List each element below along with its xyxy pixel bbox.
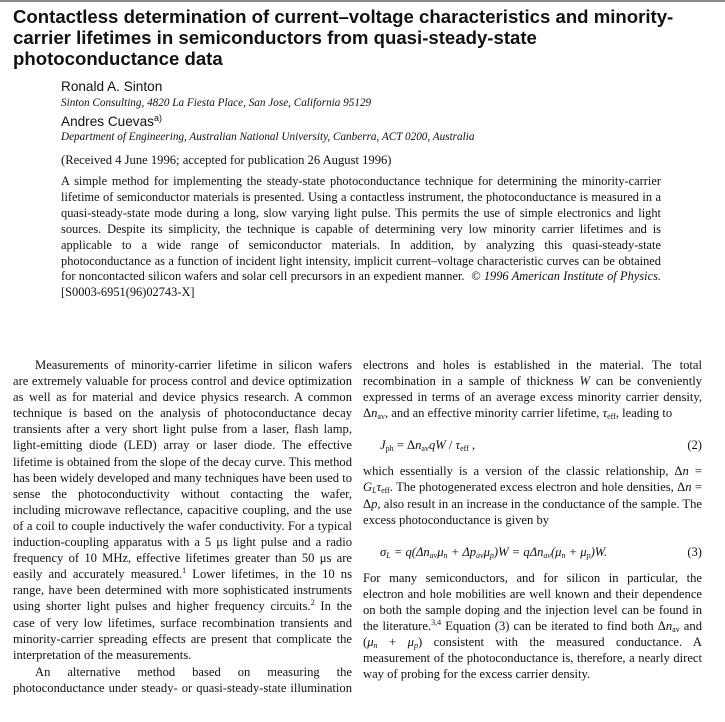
math-symbol: G bbox=[363, 480, 373, 495]
equation-2-body bbox=[380, 437, 475, 453]
equation-2 bbox=[363, 437, 702, 453]
math-symbol: W bbox=[435, 438, 446, 453]
author-affiliation-1: Sinton Consulting, 4820 La Fiesta Place, San Jose, California 95129 bbox=[61, 97, 372, 109]
copyright-notice: © 1996 American Institute of Physics. bbox=[471, 269, 662, 284]
math-symbol: τ bbox=[376, 480, 382, 495]
abstract-text: A simple method for implementing the steady-state photoconductance technique for determining the minority-carrier lifetime of semiconductor materials is presented. Using a contactless instrument, the photoconductance is measured in a quasi-steady-state mode during a long, slow varying light pulse. This permits the use of simple electronics and light sources. Despite its simplicity, the technique is capable of determining very low minority carrier lifetimes and is applicable to a wide range of semiconductor materials. In addition, by analyzing this quasi-steady-state photoconductance as a function of incident light intensity, implicit current–voltage characteristic curves can be obtained for noncontacted silicon wafers and solar cell precursors in an expedient manner. bbox=[61, 174, 661, 284]
reference-1-link[interactable]: 1 bbox=[182, 566, 187, 576]
body-paragraph-relationship bbox=[363, 463, 702, 527]
math-symbol: q bbox=[428, 438, 436, 453]
math-subscript: p bbox=[413, 641, 418, 651]
paragraph-text: electrons and holes is established in the material. The total recombination in a sample of thickness bbox=[363, 358, 702, 389]
received-dates: (Received 4 June 1996; accepted for publication 26 August 1996) bbox=[61, 153, 392, 167]
equation-2-number: (2) bbox=[687, 438, 702, 453]
title-line-2: carrier lifetimes in semiconductors from quasi-steady-state bbox=[13, 27, 537, 48]
body-paragraph-1 bbox=[13, 357, 352, 663]
doi-identifier[interactable]: [S0003-6951(96)02743-X] bbox=[61, 285, 195, 300]
math-symbol: μ bbox=[407, 635, 414, 650]
paper-title bbox=[13, 6, 713, 69]
title-line-1: Contactless determination of current–voltage characteristics and minority- bbox=[13, 6, 674, 27]
paragraph-text: An alternative method based on measuring the photoconductance under steady- or quasi-steady-state illumination bbox=[13, 664, 352, 695]
math-symbol: J bbox=[380, 438, 386, 453]
reference-2-link[interactable]: 2 bbox=[310, 598, 315, 608]
paragraph-text: ) consistent with the measured conductance. A measurement of the photoconductance is, therefore, a nearly direct way of probing for the excess carrier density. bbox=[363, 635, 702, 682]
author-footnote-marker[interactable]: a) bbox=[153, 113, 162, 123]
math-subscript: eff bbox=[381, 486, 390, 496]
reference-3-4-link[interactable]: 3,4 bbox=[431, 618, 442, 628]
math-symbol: p bbox=[371, 496, 378, 511]
paragraph-text: In the case of very low lifetimes, surface recombination transients and minority-carrier spreading effects are present that complicate the interpretation of the measurements. bbox=[13, 599, 352, 662]
paragraph-text: , leading to bbox=[615, 406, 673, 421]
paragraph-text: Equation (3) can be iterated to find both Δ bbox=[441, 619, 666, 634]
author-affiliation-2: Department of Engineering, Australian National University, Canberra, ACT 0200, Australia bbox=[61, 131, 475, 143]
body-paragraph-mobilities bbox=[363, 570, 702, 683]
math-subscript: av bbox=[672, 625, 680, 635]
body-column-right bbox=[363, 357, 702, 682]
math-symbol: τ bbox=[455, 438, 461, 453]
equation-3-number: (3) bbox=[687, 544, 702, 559]
math-operator: + bbox=[377, 635, 408, 650]
math-symbol: n bbox=[682, 464, 689, 479]
author-name-2 bbox=[61, 114, 162, 130]
paragraph-text: Lower lifetimes, in the 10 ns range, have been determined with more sophisticated instruments using shorter light pulses and higher frequency circuits. bbox=[13, 567, 352, 614]
paragraph-text: can be conveniently expressed in terms of an average excess minority carrier density, Δ bbox=[363, 374, 702, 421]
math-subscript: ph bbox=[385, 444, 394, 454]
math-subscript: L bbox=[372, 486, 377, 496]
paragraph-text: . The photogenerated excess electron and hole densities, Δ bbox=[389, 480, 686, 495]
math-symbol: n bbox=[665, 619, 673, 634]
body-column-left bbox=[13, 357, 352, 696]
author-name-1 bbox=[61, 79, 162, 95]
title-line-3: photoconductance data bbox=[13, 48, 223, 69]
math-symbol: n bbox=[685, 480, 692, 495]
author-1-name-text: Ronald A. Sinton bbox=[61, 79, 163, 94]
math-subscript: eff bbox=[460, 444, 469, 454]
math-symbol: n bbox=[415, 438, 422, 453]
body-paragraph-continued bbox=[363, 357, 702, 421]
math-subscript: n bbox=[373, 641, 378, 651]
paragraph-text: and ( bbox=[363, 619, 702, 650]
math-operator: = Δ bbox=[393, 438, 416, 453]
math-subscript: av bbox=[421, 444, 429, 454]
math-operator: = bbox=[688, 464, 702, 479]
paragraph-text: For many semiconductors, and for silicon in particular, the electron and hole mobilities are well known and their dependence on both the sample doping and the injection level can be found in the literature. bbox=[363, 570, 702, 634]
math-operator: / bbox=[445, 438, 456, 453]
math-subscript: eff bbox=[607, 412, 616, 422]
paragraph-text: Measurements of minority-carrier lifetime in silicon wafers are extremely valuable for process control and device optimization as well as for material and device physics research. A common technique is based on the analysis of photoconductance decay transients after a very short light pulse from a laser, flash lamp, light-emitting diode (LED) array or laser diode. The effective lifetime is obtained from the slope of the decay curve. This method has been widely developed and many techniques have been used to sense the photoconductivity without contacting the wafer, including microwave reflectance, capacitive coupling, and the use of a coil to couple inductively the wafer conductivity. For a typical induction-coupling apparatus with a 5 μs light pulse and a radio frequency of 10 MHz, effective lifetimes greater than 50 μs are easily and accurately measured. bbox=[13, 358, 352, 582]
math-symbol: n bbox=[371, 406, 378, 421]
math-symbol: μ bbox=[367, 635, 374, 650]
math-symbol: τ bbox=[602, 406, 608, 421]
body-paragraph-2 bbox=[13, 664, 352, 696]
math-operator: , bbox=[468, 438, 476, 453]
author-2-name-text: Andres Cuevas bbox=[61, 114, 154, 129]
paragraph-text: , also result in an increase in the conductance of the sample. The excess photoconductance is given by bbox=[363, 496, 702, 527]
equation-3 bbox=[363, 544, 702, 560]
equation-3-body: $\sigma_L = q(\Delta n_{av}\mu_n + \Delta p_{av}\mu_p)W = q\Delta n_{av}(\mu_n + \mu_p)W$. bbox=[380, 544, 608, 560]
math-subscript: av bbox=[377, 412, 385, 422]
paragraph-text: which essentially is a version of the classic relationship, Δ bbox=[363, 464, 683, 479]
math-operator: = Δ bbox=[363, 480, 702, 511]
math-symbol: W bbox=[579, 374, 590, 389]
abstract bbox=[61, 174, 661, 301]
paragraph-text: , and an effective minority carrier lifetime, bbox=[384, 406, 603, 421]
